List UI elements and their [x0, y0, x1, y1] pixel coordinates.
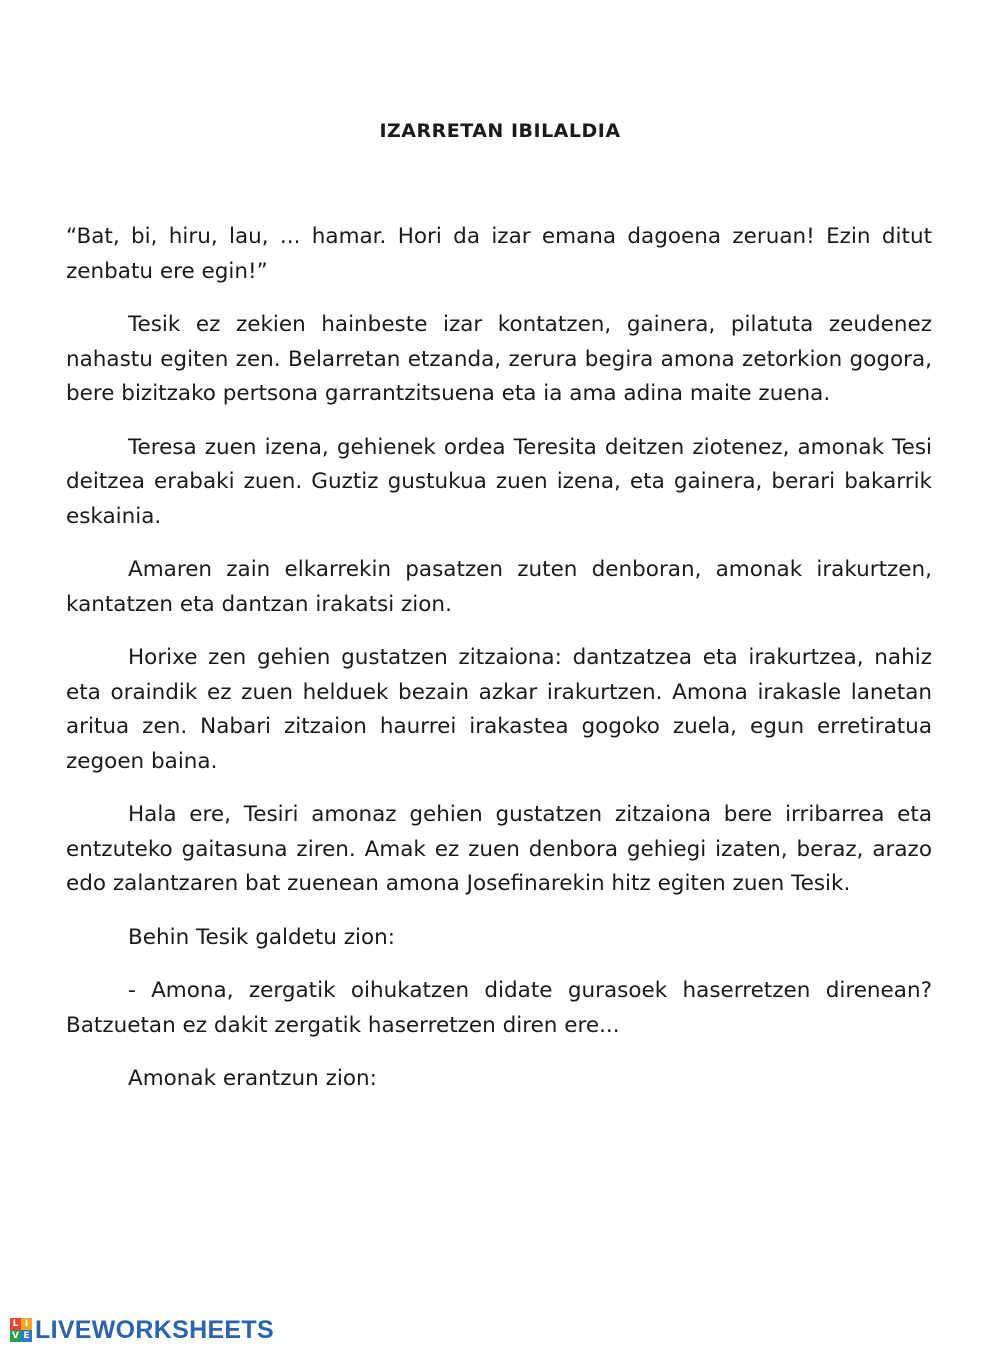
logo-letter: I: [21, 1318, 32, 1330]
logo-letter: V: [10, 1330, 21, 1342]
liveworksheets-logo[interactable]: [10, 1317, 274, 1343]
logo-text: LIVEWORKSHEETS: [35, 1315, 274, 1344]
logo-letter: E: [21, 1330, 32, 1342]
paragraph: Behin Tesik galdetu zion:: [128, 924, 396, 950]
paragraph: Teresa zuen izena, gehienek ordea Teresita deitzen ziotenez, amonak Tesi deitzea erabaki zuen. Guztiz gustukua zuen izena, eta gainera, berari bakarrik eskainia.: [66, 434, 932, 529]
story-text: [66, 220, 932, 1116]
paragraph: Amaren zain elkarrekin pasatzen zuten denboran, amonak irakurtzen, kantatzen eta dantzan irakatsi zion.: [66, 557, 932, 617]
paragraph-intro-quote: “Bat, bi, hiru, lau, ... hamar. Hori da izar emana dagoena zeruan! Ezin ditut zenbatu ere egin!”: [66, 224, 932, 284]
paragraph: Tesik ez zekien hainbeste izar kontatzen, gainera, pilatuta zeudenez nahastu egiten zen. Belarretan etzanda, zerura begira amona zetorkion gogora, bere bizitzako pertsona garrantzitsuena eta ia ama adina maite zuena.: [66, 312, 932, 406]
paragraph: Hala ere, Tesiri amonaz gehien gustatzen zitzaiona bere irribarrea eta entzuteko gaitasuna ziren. Amak ez zuen denbora gehiegi izaten, beraz, arazo edo zalantzaren bat zuenean amona Josefinarekin hitz egiten zuen Tesik.: [66, 802, 932, 896]
paragraph: Amonak erantzun zion:: [128, 1066, 377, 1091]
paragraph: Horixe zen gehien gustatzen zitzaiona: dantzatzea eta irakurtzea, nahiz eta oraindik ez zuen helduek bezain azkar irakurtzen. Amona irakasle lanetan aritua zen. Nabari zitzaion haurrei irakastea gogoko zuela, egun erretiratua zegoen baina.: [66, 645, 932, 774]
page-title: IZARRETAN IBILALDIA: [379, 120, 621, 142]
liveworksheets-logo-icon: [10, 1318, 32, 1342]
paragraph-dialogue: - Amona, zergatik oihukatzen didate gurasoek haserretzen direnean? Batzuetan ez dakit zergatik haserretzen diren ere...: [66, 978, 932, 1038]
logo-letter: L: [10, 1318, 21, 1330]
